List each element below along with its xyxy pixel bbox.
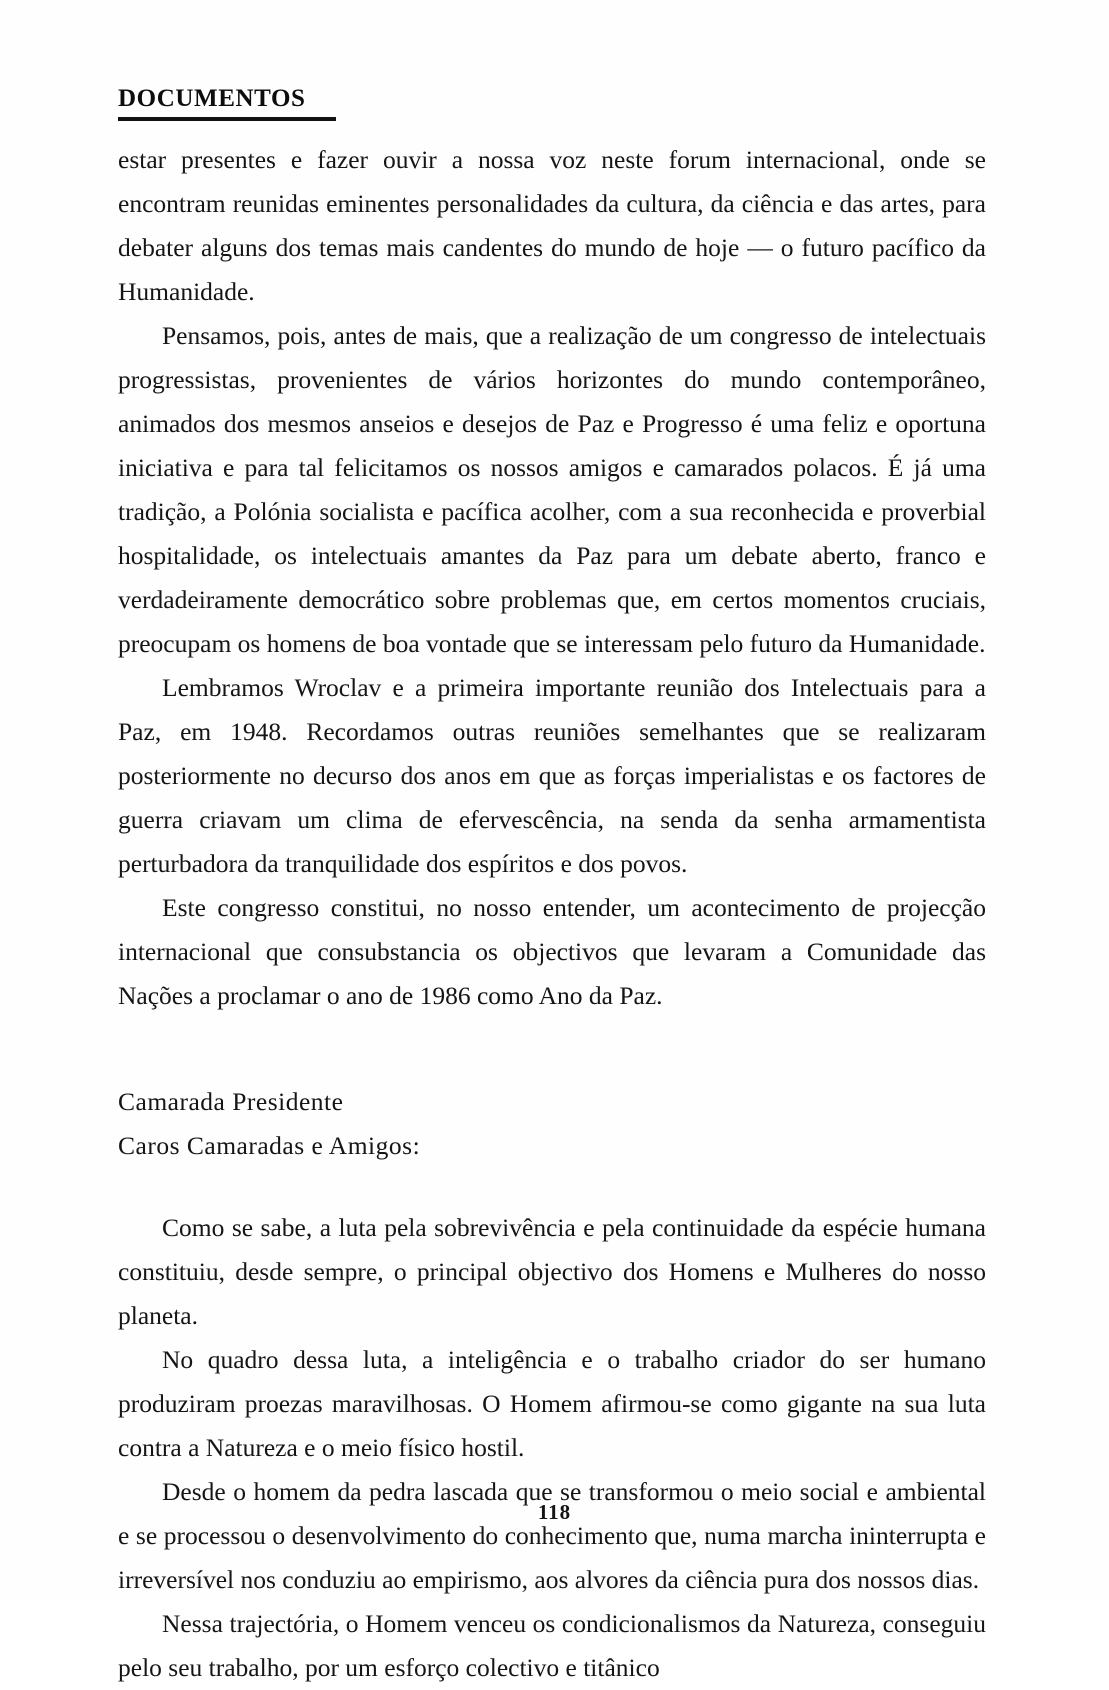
paragraph: Nessa trajectória, o Homem venceu os condicionalismos da Natureza, conseguiu pelo seu trabalho, por um esforço colectivo e titânico bbox=[118, 1609, 986, 1683]
paragraph: Este congresso constitui, no nosso entender, um acontecimento de projecção internacional que consubstancia os objectivos que levaram a Comunidade das Nações a proclamar o ano de 1986 como Ano da Paz. bbox=[118, 893, 986, 1011]
salutation-line-president: Camarada Presidente bbox=[118, 1087, 344, 1117]
paragraph: Desde o homem da pedra lascada que se transformou o meio social e ambiental e se processou o desenvolvimento do conhecimento que, numa marcha ininterrupta e irreversível nos conduziu ao empirismo, aos alvores da ciência pura dos nossos dias. bbox=[118, 1477, 986, 1595]
paragraph: estar presentes e fazer ouvir a nossa voz neste forum internacional, onde se encontram reunidas eminentes personalidades da cultura, da ciência e das artes, para debater alguns dos temas mais candentes do mundo de hoje — o futuro pacífico da Humanidade. bbox=[118, 145, 986, 307]
header-rule-divider bbox=[118, 117, 336, 121]
salutation-block bbox=[118, 1080, 986, 1168]
paragraph: Lembramos Wroclav e a primeira importante reunião dos Intelectuais para a Paz, em 1948. Recordamos outras reuniões semelhantes que se realizaram posteriormente no decurso dos anos em que as forças imperialistas e os factores de guerra criavam um clima de efervescência, na senda da senha armamentista perturbadora da tranquilidade dos espíritos e dos povos. bbox=[118, 673, 986, 879]
paragraph: No quadro dessa luta, a inteligência e o trabalho criador do ser humano produziram proezas maravilhosas. O Homem afirmou-se como gigante na sua luta contra a Natureza e o meio físico hostil. bbox=[118, 1345, 986, 1463]
section-header-block bbox=[118, 86, 986, 121]
paragraph: Como se sabe, a luta pela sobrevivência e pela continuidade da espécie humana constituiu, desde sempre, o principal objectivo dos Homens e Mulheres do nosso planeta. bbox=[118, 1213, 986, 1331]
salutation-line-comrades: Caros Camaradas e Amigos: bbox=[118, 1131, 421, 1161]
body-section-two bbox=[118, 1206, 986, 1690]
page-title: DOCUMENTOS bbox=[118, 85, 306, 112]
page-number: 118 bbox=[537, 1500, 572, 1524]
page-content bbox=[118, 86, 986, 1690]
body-section-one bbox=[118, 138, 986, 1018]
paragraph: Pensamos, pois, antes de mais, que a realização de um congresso de intelectuais progressistas, provenientes de vários horizontes do mundo contemporâneo, animados dos mesmos anseios e desejos de Paz e Progresso é uma feliz e oportuna iniciativa e para tal felicitamos os nossos amigos e camarados polacos. É já uma tradição, a Polónia socialista e pacífica acolher, com a sua reconhecida e proverbial hospitalidade, os intelectuais amantes da Paz para um debate aberto, franco e verdadeiramente democrático sobre problemas que, em certos momentos cruciais, preocupam os homens de boa vontade que se interessam pelo futuro da Humanidade. bbox=[118, 321, 986, 659]
